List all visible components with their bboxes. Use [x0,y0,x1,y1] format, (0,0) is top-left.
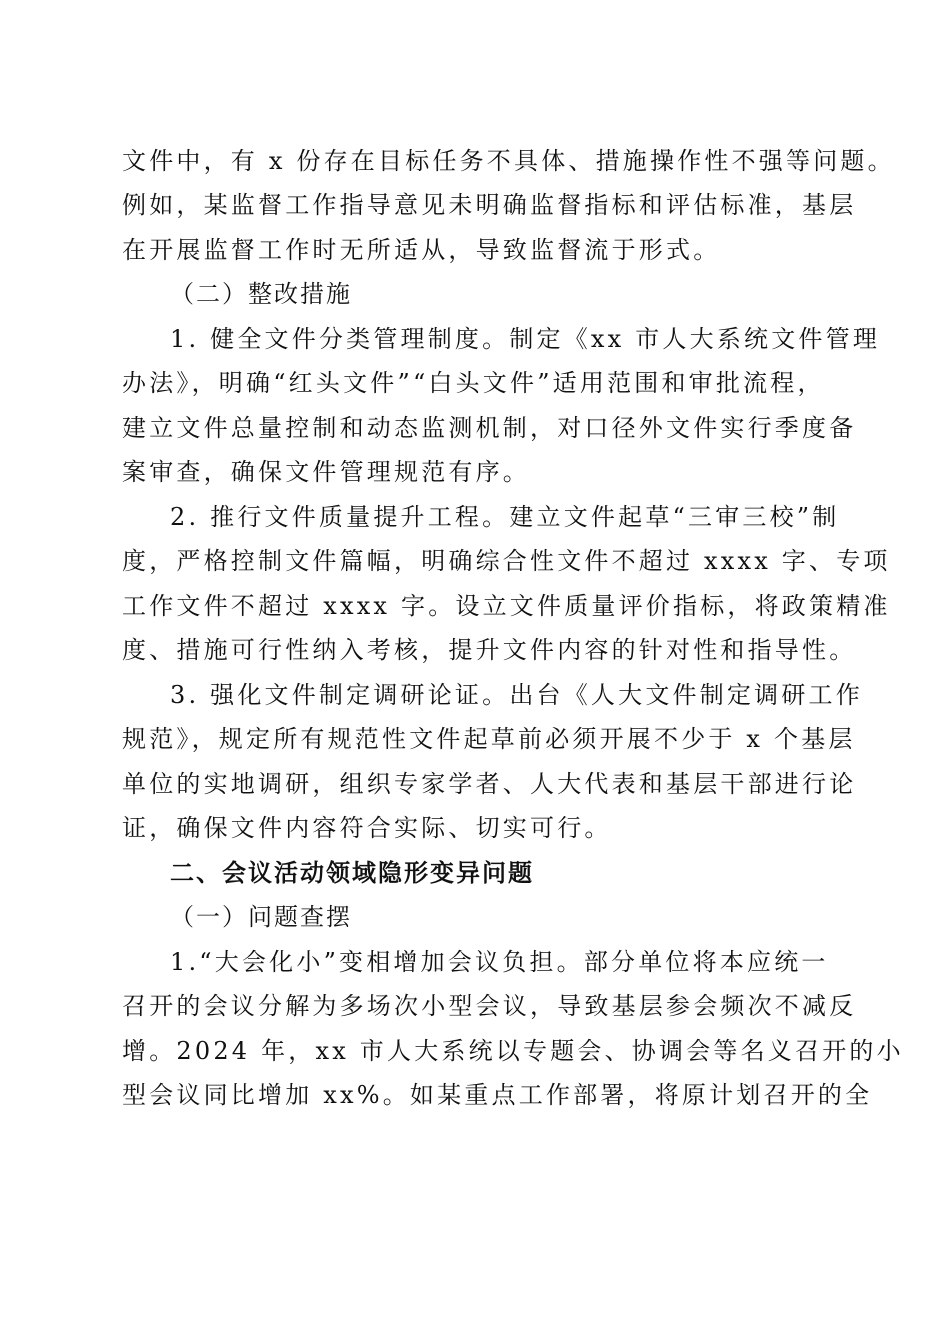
section-subheading: （一）问题查摆 [170,903,352,931]
paragraph-line: 建立文件总量控制和动态监测机制，对口径外文件实行季度备 [122,414,857,442]
paragraph-line: 案审查，确保文件管理规范有序。 [122,458,530,486]
paragraph-line: 2. 推行文件质量提升工程。建立文件起草“三审三校”制 [170,503,840,531]
paragraph-line: 度、措施可行性纳入考核，提升文件内容的针对性和指导性。 [122,636,857,664]
paragraph-line: 办法》，明确“红头文件”“白头文件”适用范围和审批流程， [122,369,825,397]
paragraph-line: 1. 健全文件分类管理制度。制定《xx 市人大系统文件管理 [170,325,881,353]
paragraph-line: 工作文件不超过 xxxx 字。设立文件质量评价指标，将政策精准 [122,592,891,620]
paragraph-line: 证，确保文件内容符合实际、切实可行。 [122,814,612,842]
paragraph-line: 型会议同比增加 xx%。如某重点工作部署，将原计划召开的全 [122,1081,873,1109]
section-heading: 二、会议活动领域隐形变异问题 [170,859,534,887]
section-subheading: （二）整改措施 [170,280,352,308]
paragraph-line: 3. 强化文件制定调研论证。出台《人大文件制定调研工作 [170,681,863,709]
paragraph-line: 度，严格控制文件篇幅，明确综合性文件不超过 xxxx 字、专项 [122,547,891,575]
paragraph-line: 例如，某监督工作指导意见未明确监督指标和评估标准，基层 [122,191,857,219]
paragraph-line: 文件中，有 x 份存在目标任务不具体、措施操作性不强等问题。 [122,147,895,175]
paragraph-line: 1.“大会化小”变相增加会议负担。部分单位将本应统一 [170,948,829,976]
paragraph-line: 召开的会议分解为多场次小型会议，导致基层参会频次不减反 [122,992,857,1020]
paragraph-line: 规范》，规定所有规范性文件起草前必须开展不少于 x 个基层 [122,725,856,753]
paragraph-line: 单位的实地调研，组织专家学者、人大代表和基层干部进行论 [122,770,857,798]
paragraph-line: 增。2024 年，xx 市人大系统以专题会、协调会等名义召开的小 [122,1037,904,1065]
paragraph-line: 在开展监督工作时无所适从，导致监督流于形式。 [122,236,721,264]
